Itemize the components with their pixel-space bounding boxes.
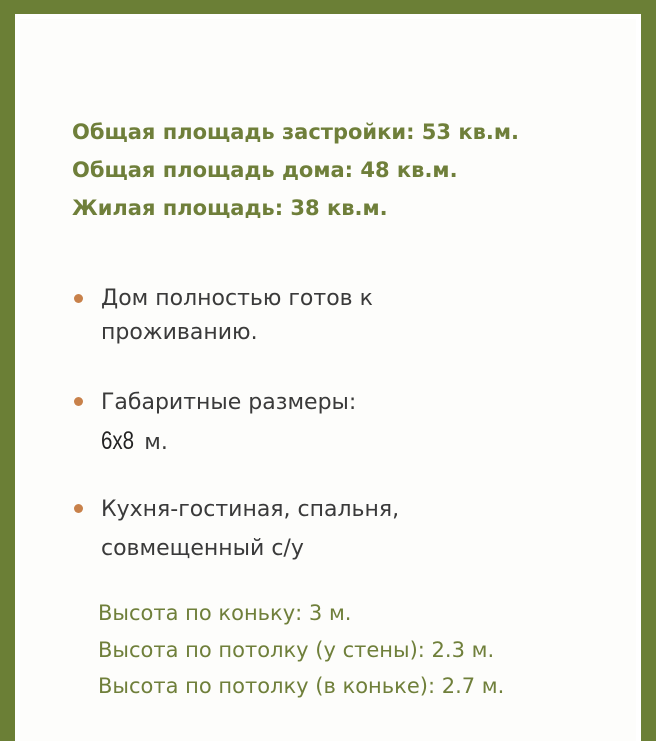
bullet-dimensions	[101, 386, 356, 460]
area-line-building: Общая площадь застройки: 53 кв.м.	[72, 120, 519, 144]
area-line-living: Жилая площадь: 38 кв.м.	[72, 196, 388, 220]
bullet-ready-line2: проживанию.	[101, 320, 258, 345]
bullet-rooms-line2: совмещенный с/у	[101, 536, 304, 561]
height-ceiling-wall: Высота по потолку (у стены): 2.3 м.	[98, 637, 495, 662]
bullet-ready-line1: Дом полностью готов к	[101, 286, 373, 311]
bullet-ready	[101, 282, 373, 350]
height-ceiling-ridge: Высота по потолку (в коньке): 2.7 м.	[98, 674, 505, 698]
bullet-rooms-line1: Кухня-гостиная, спальня,	[101, 497, 400, 522]
height-specs	[98, 595, 504, 705]
bullet-dimensions-line1: Габаритные размеры:	[101, 390, 357, 415]
dimensions-value: 6х8	[101, 427, 135, 455]
height-ridge: Высота по коньку: 3 м.	[98, 601, 352, 625]
bullet-rooms	[101, 493, 399, 566]
area-summary	[72, 113, 519, 227]
bullet-dot	[74, 397, 83, 406]
area-line-house: Общая площадь дома: 48 кв.м.	[72, 158, 458, 182]
bullet-dot	[74, 294, 83, 303]
dimensions-unit: м.	[137, 430, 168, 455]
bullet-dot	[74, 504, 83, 513]
